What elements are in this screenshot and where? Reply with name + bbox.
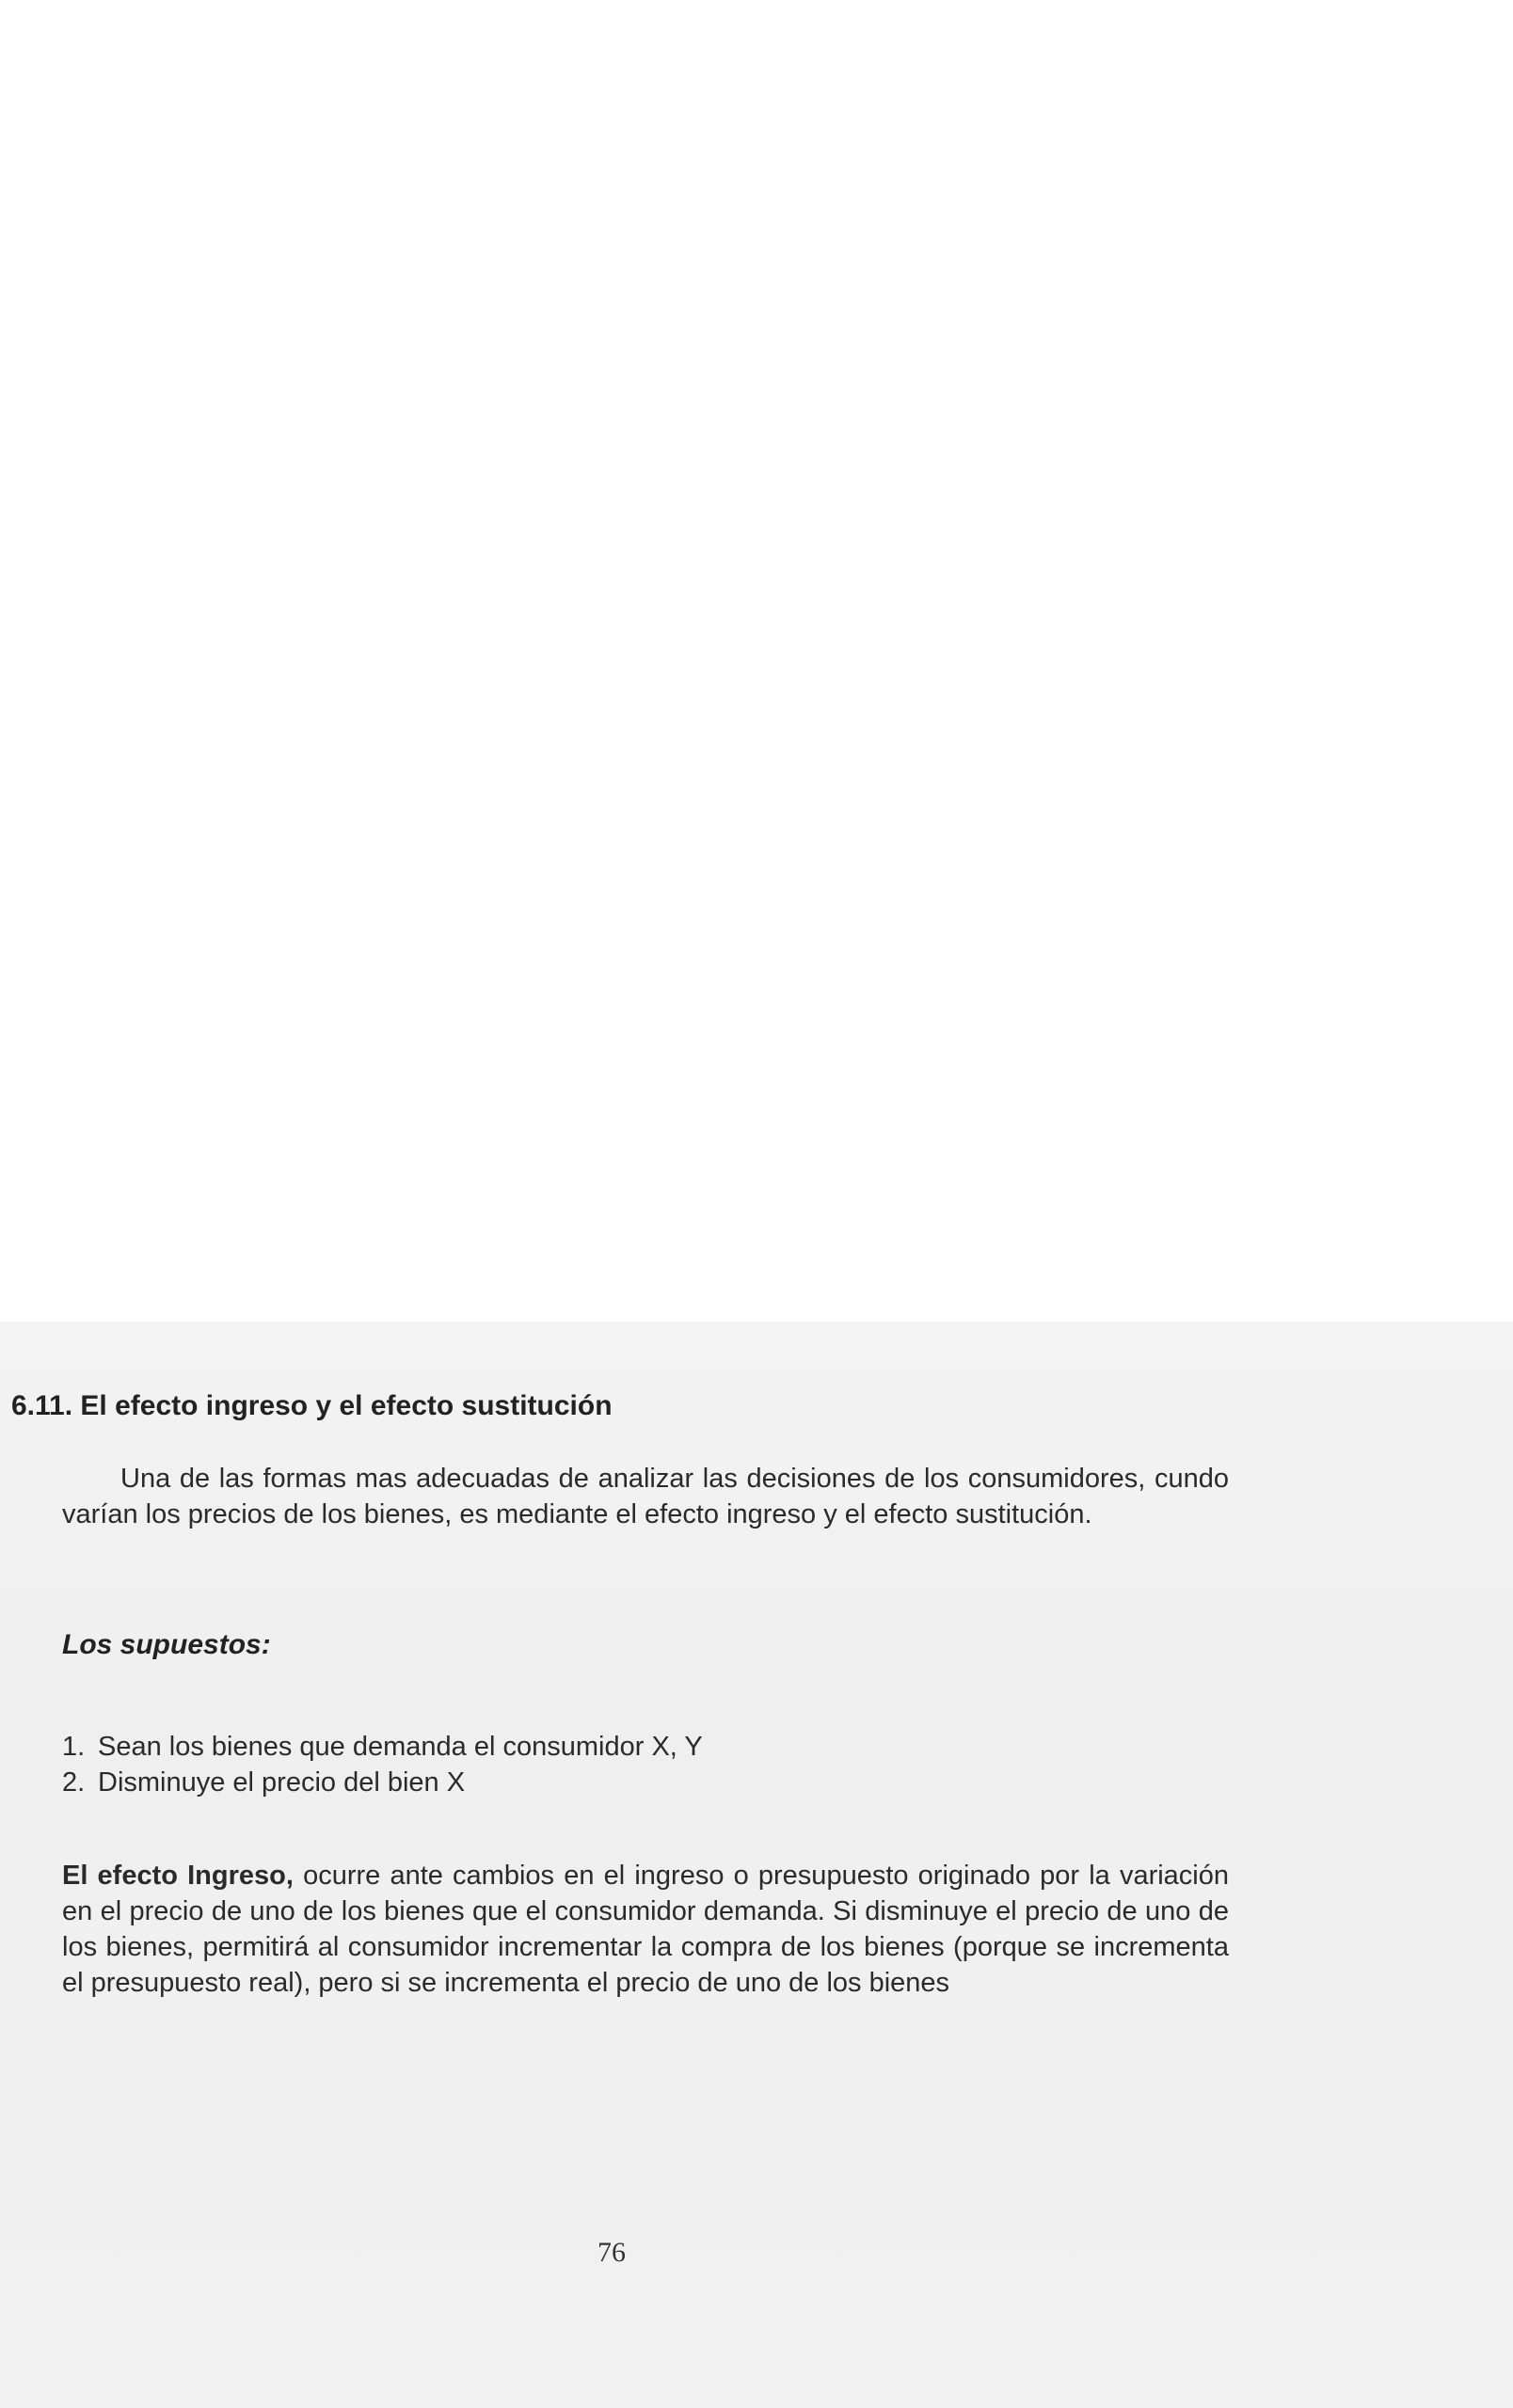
list-item bbox=[62, 1765, 703, 1800]
list-item-number: 2. bbox=[62, 1767, 86, 1798]
section-heading: 6.11. El efecto ingreso y el efecto sustitución bbox=[11, 1390, 613, 1421]
income-effect-text: ocurre ante cambios en el ingreso o presupuesto originado por la variación en el precio de uno de los bienes que el consumidor demanda. Si disminuye el precio de uno de los bienes, permitirá al consumidor incrementar la compra de los bienes (porque se incrementa el presupuesto real), pero si se incrementa el precio de uno de los bienes bbox=[62, 1861, 1229, 1998]
list-item-text: Disminuye el precio del bien X bbox=[98, 1767, 466, 1798]
page-number: 76 bbox=[597, 2237, 626, 2268]
assumptions-title: Los supuestos: bbox=[62, 1629, 271, 1660]
income-effect-paragraph bbox=[62, 1858, 1229, 2001]
list-item-number: 1. bbox=[62, 1732, 86, 1762]
income-effect-term: El efecto Ingreso, bbox=[62, 1861, 294, 1891]
assumptions-list bbox=[62, 1729, 703, 1800]
list-item bbox=[62, 1729, 703, 1765]
list-item-text: Sean los bienes que demanda el consumidor X, Y bbox=[98, 1732, 703, 1762]
intro-paragraph: Una de las formas mas adecuadas de analizar las decisiones de los consumidores, cundo varían los precios de los bienes, es mediante el efecto ingreso y el efecto sustitución. bbox=[62, 1464, 1229, 1529]
